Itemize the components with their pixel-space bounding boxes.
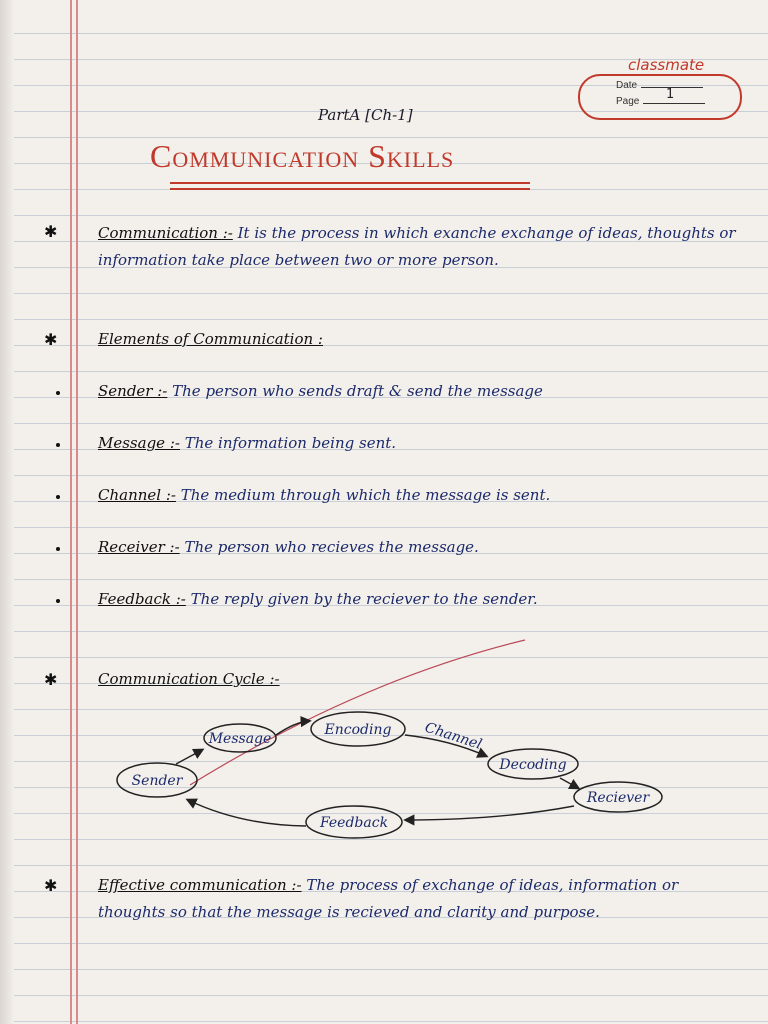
element-text: The person who recieves the message. (184, 538, 479, 556)
element-term: Sender :- (98, 382, 168, 400)
effective-term: Effective communication :- (98, 876, 302, 894)
date-label: Date (616, 80, 638, 91)
definition-term: Communication :- (98, 224, 233, 242)
star-bullet: ✱ (44, 670, 58, 689)
message-node-label: Message (208, 731, 272, 747)
effective-text: The process of exchange of ideas, information or thoughts so that the message is recieved and clarity and purpose. (98, 876, 679, 921)
encoding-node-label: Encoding (324, 722, 392, 738)
elements-heading: Elements of Communication : (98, 330, 323, 348)
channel-label: Channel (422, 719, 484, 753)
effective-paragraph (98, 872, 748, 926)
page-number: 1 (666, 87, 675, 102)
element-term: Channel :- (98, 486, 176, 504)
arrow-feedback-sender (188, 800, 306, 826)
element-term: Message :- (98, 434, 180, 452)
cycle-heading: Communication Cycle :- (98, 670, 280, 688)
brand-name: classmate (628, 56, 705, 74)
star-bullet: ✱ (44, 222, 58, 241)
arrow-receiver-feedback (406, 806, 574, 820)
star-bullet: ✱ (44, 330, 58, 349)
arrow-sender-message (176, 750, 202, 764)
element-text: The information being sent. (184, 434, 397, 452)
sender-node-label: Sender (131, 773, 183, 789)
element-term: Receiver :- (98, 538, 180, 556)
page-title: Communication Skills (150, 138, 455, 174)
decoding-node-label: Decoding (499, 757, 567, 773)
definition-text: It is the process in which exanche exchange of ideas, thoughts or information take place between two or more person. (98, 224, 736, 269)
feedback-node-label: Feedback (319, 815, 389, 831)
part-heading: PartA [Ch-1] (318, 106, 413, 124)
element-text: The medium through which the message is sent. (180, 486, 551, 504)
element-term: Feedback :- (98, 590, 186, 608)
element-text: The reply given by the reciever to the sender. (190, 590, 538, 608)
element-text: The person who sends draft & send the message (172, 382, 543, 400)
receiver-node-label: Reciever (586, 790, 650, 806)
page-label: Page (616, 96, 640, 107)
star-bullet: ✱ (44, 876, 58, 895)
arrow-decoding-receiver (560, 778, 578, 788)
